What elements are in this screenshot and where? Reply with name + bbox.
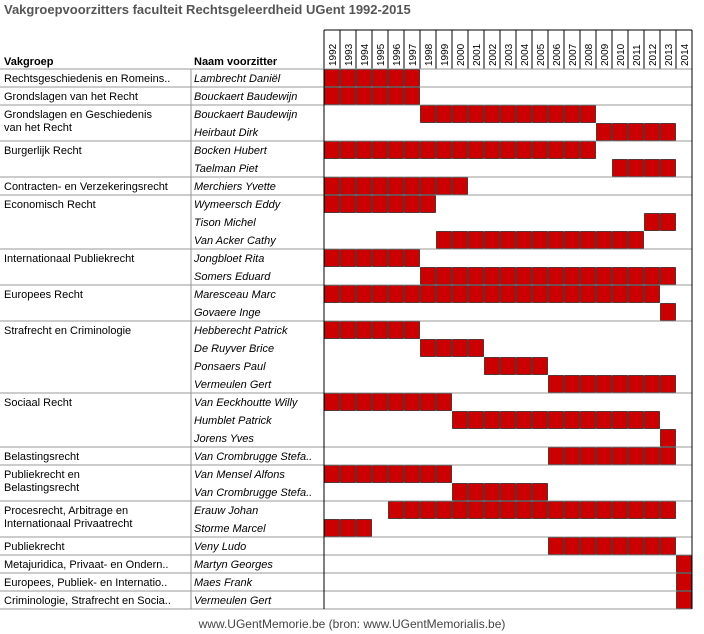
year-cell-1997 — [405, 196, 420, 213]
year-cell-2004 — [517, 268, 532, 285]
year-cell-2000 — [453, 484, 468, 501]
year-cell-1996 — [389, 250, 404, 267]
year-cell-1998 — [421, 142, 436, 159]
year-cell-2008 — [581, 412, 596, 429]
year-cell-1999 — [437, 142, 452, 159]
year-cell-2007 — [565, 502, 580, 519]
year-cell-2007 — [565, 376, 580, 393]
year-cell-2010 — [613, 268, 628, 285]
year-cell-1998 — [421, 106, 436, 123]
year-cell-2012 — [645, 160, 660, 177]
year-cell-1995 — [373, 250, 388, 267]
year-cell-2001 — [469, 340, 484, 357]
year-cell-2013 — [661, 538, 676, 555]
chair-name: Maresceau Marc — [194, 289, 276, 301]
group-name: Metajuridica, Privaat- en Ondern.. — [4, 559, 169, 571]
year-cell-2000 — [453, 178, 468, 195]
year-cell-2002 — [485, 142, 500, 159]
year-cell-2008 — [581, 448, 596, 465]
year-cell-1993 — [341, 70, 356, 87]
year-cell-2013 — [661, 304, 676, 321]
year-cell-2006 — [549, 376, 564, 393]
year-cell-2010 — [613, 412, 628, 429]
chair-name: Humblet Patrick — [194, 415, 272, 427]
chair-name: Van Mensel Alfons — [194, 469, 285, 481]
year-cell-2002 — [485, 412, 500, 429]
year-cell-2000 — [453, 340, 468, 357]
year-cell-2009 — [597, 376, 612, 393]
year-cell-1996 — [389, 322, 404, 339]
year-cell-2008 — [581, 538, 596, 555]
year-cell-1994 — [357, 70, 372, 87]
year-cell-2013 — [661, 160, 676, 177]
year-cell-2006 — [549, 412, 564, 429]
year-cell-2007 — [565, 286, 580, 303]
group-name: Belastingsrecht — [4, 451, 80, 463]
year-cell-1992 — [325, 466, 340, 483]
year-cell-2010 — [613, 124, 628, 141]
year-cell-1999 — [437, 268, 452, 285]
year-cell-2012 — [645, 286, 660, 303]
year-cell-2001 — [469, 232, 484, 249]
chair-name: Storme Marcel — [194, 523, 266, 535]
year-cell-2002 — [485, 268, 500, 285]
year-cell-1996 — [389, 502, 404, 519]
year-cell-1995 — [373, 466, 388, 483]
year-cell-2010 — [613, 538, 628, 555]
year-cell-1994 — [357, 520, 372, 537]
chair-name: Martyn Georges — [194, 559, 273, 571]
year-cell-2009 — [597, 232, 612, 249]
year-label-2014: 2014 — [680, 43, 691, 66]
year-cell-2010 — [613, 286, 628, 303]
year-cell-1992 — [325, 286, 340, 303]
year-cell-2002 — [485, 232, 500, 249]
year-label-2004: 2004 — [520, 43, 531, 66]
year-label-1996: 1996 — [392, 43, 403, 66]
year-cell-2007 — [565, 268, 580, 285]
year-cell-1995 — [373, 142, 388, 159]
chair-name: Heirbaut Dirk — [194, 127, 259, 139]
year-label-1993: 1993 — [344, 43, 355, 66]
year-cell-2008 — [581, 232, 596, 249]
year-cell-2012 — [645, 376, 660, 393]
year-cell-1994 — [357, 250, 372, 267]
year-cell-2001 — [469, 268, 484, 285]
year-cell-1999 — [437, 232, 452, 249]
year-cell-1997 — [405, 250, 420, 267]
year-cell-2006 — [549, 232, 564, 249]
year-cell-2012 — [645, 448, 660, 465]
year-cell-1999 — [437, 466, 452, 483]
year-cell-2014 — [677, 592, 692, 609]
year-cell-2010 — [613, 376, 628, 393]
year-cell-2005 — [533, 412, 548, 429]
year-cell-2010 — [613, 448, 628, 465]
year-cell-2001 — [469, 106, 484, 123]
chair-name: Bouckaert Baudewijn — [194, 109, 298, 121]
year-cell-2005 — [533, 268, 548, 285]
year-cell-2011 — [629, 160, 644, 177]
year-cell-1993 — [341, 88, 356, 105]
year-cell-2002 — [485, 286, 500, 303]
year-cell-2011 — [629, 412, 644, 429]
year-cell-2002 — [485, 106, 500, 123]
year-cell-2001 — [469, 484, 484, 501]
year-cell-1998 — [421, 394, 436, 411]
year-cell-2006 — [549, 142, 564, 159]
chair-name: Erauw Johan — [194, 505, 259, 517]
year-label-1994: 1994 — [360, 43, 371, 66]
chair-name: Tison Michel — [194, 217, 256, 229]
year-cell-2010 — [613, 232, 628, 249]
year-cell-1992 — [325, 70, 340, 87]
chair-name: Veny Ludo — [194, 541, 247, 553]
year-cell-2004 — [517, 106, 532, 123]
year-cell-2012 — [645, 214, 660, 231]
year-cell-2005 — [533, 358, 548, 375]
year-cell-2011 — [629, 538, 644, 555]
year-cell-2013 — [661, 124, 676, 141]
year-cell-2001 — [469, 412, 484, 429]
year-cell-2003 — [501, 232, 516, 249]
year-cell-1995 — [373, 394, 388, 411]
year-cell-2006 — [549, 268, 564, 285]
year-cell-2001 — [469, 286, 484, 303]
year-cell-2008 — [581, 376, 596, 393]
year-cell-2005 — [533, 232, 548, 249]
year-cell-2000 — [453, 268, 468, 285]
year-cell-1996 — [389, 466, 404, 483]
year-cell-2003 — [501, 142, 516, 159]
year-cell-2009 — [597, 286, 612, 303]
year-cell-2012 — [645, 502, 660, 519]
year-cell-2008 — [581, 106, 596, 123]
chair-name: Maes Frank — [194, 577, 253, 589]
year-cell-1999 — [437, 502, 452, 519]
year-cell-2006 — [549, 502, 564, 519]
year-cell-2001 — [469, 142, 484, 159]
year-cell-2008 — [581, 286, 596, 303]
chair-name: Somers Eduard — [194, 271, 271, 283]
year-label-2010: 2010 — [616, 43, 627, 66]
chair-name: Van Acker Cathy — [194, 235, 276, 247]
year-cell-1999 — [437, 394, 452, 411]
year-cell-1992 — [325, 88, 340, 105]
column-header-vakgroep: Vakgroep — [4, 56, 54, 68]
year-cell-1996 — [389, 196, 404, 213]
year-cell-2011 — [629, 376, 644, 393]
chair-name: Van Crombrugge Stefa.. — [194, 487, 313, 499]
year-label-1998: 1998 — [424, 43, 435, 66]
group-name: Europees Recht — [4, 289, 83, 301]
year-cell-2009 — [597, 448, 612, 465]
year-label-1992: 1992 — [328, 43, 339, 66]
year-label-2007: 2007 — [568, 43, 579, 66]
chart-title: Vakgroepvoorzitters faculteit Rechtsgeleerdheid UGent 1992-2015 — [4, 2, 411, 17]
year-cell-2012 — [645, 538, 660, 555]
year-cell-1997 — [405, 322, 420, 339]
year-label-1995: 1995 — [376, 43, 387, 66]
group-name: Internationaal Publiekrecht — [4, 253, 135, 265]
year-cell-2004 — [517, 232, 532, 249]
year-cell-2000 — [453, 106, 468, 123]
chair-name: Vermeulen Gert — [194, 379, 272, 391]
year-cell-1994 — [357, 322, 372, 339]
year-cell-1993 — [341, 286, 356, 303]
chair-name: Taelman Piet — [194, 163, 258, 175]
year-cell-2005 — [533, 142, 548, 159]
group-name: Grondslagen en Geschiedenis van het Recht — [4, 109, 152, 134]
group-name: Publiekrecht en Belastingsrecht — [4, 469, 80, 494]
year-cell-2004 — [517, 286, 532, 303]
year-cell-1992 — [325, 178, 340, 195]
chair-name: Van Crombrugge Stefa.. — [194, 451, 313, 463]
year-cell-1997 — [405, 286, 420, 303]
year-cell-2000 — [453, 502, 468, 519]
year-label-2002: 2002 — [488, 43, 499, 66]
year-cell-2009 — [597, 124, 612, 141]
chair-name: Merchiers Yvette — [194, 181, 276, 193]
year-cell-1996 — [389, 88, 404, 105]
year-cell-2003 — [501, 484, 516, 501]
year-cell-2011 — [629, 286, 644, 303]
year-label-2005: 2005 — [536, 43, 547, 66]
year-cell-2006 — [549, 286, 564, 303]
year-cell-1995 — [373, 88, 388, 105]
year-cell-1999 — [437, 286, 452, 303]
year-cell-1998 — [421, 268, 436, 285]
year-cell-1995 — [373, 196, 388, 213]
year-cell-2013 — [661, 430, 676, 447]
year-cell-2012 — [645, 412, 660, 429]
chair-name: Wymeersch Eddy — [194, 199, 281, 211]
year-cell-1992 — [325, 250, 340, 267]
year-cell-2003 — [501, 286, 516, 303]
year-label-1999: 1999 — [440, 43, 451, 66]
year-cell-2011 — [629, 268, 644, 285]
year-cell-1997 — [405, 88, 420, 105]
year-cell-1997 — [405, 142, 420, 159]
group-name: Europees, Publiek- en Internatio.. — [4, 577, 168, 589]
year-label-2013: 2013 — [664, 43, 675, 66]
year-cell-1993 — [341, 250, 356, 267]
year-cell-1994 — [357, 196, 372, 213]
year-cell-1998 — [421, 340, 436, 357]
year-cell-1994 — [357, 178, 372, 195]
year-cell-2000 — [453, 232, 468, 249]
year-cell-2009 — [597, 268, 612, 285]
year-cell-2008 — [581, 142, 596, 159]
year-cell-2009 — [597, 538, 612, 555]
year-cell-2007 — [565, 106, 580, 123]
year-label-2001: 2001 — [472, 43, 483, 66]
year-cell-2013 — [661, 268, 676, 285]
group-name: Grondslagen van het Recht — [4, 91, 138, 103]
group-name: Burgerlijk Recht — [4, 145, 82, 157]
chair-name: Jongbloet Rita — [194, 253, 265, 265]
year-cell-1996 — [389, 286, 404, 303]
year-cell-1994 — [357, 466, 372, 483]
year-cell-1992 — [325, 394, 340, 411]
year-label-2006: 2006 — [552, 43, 563, 66]
year-cell-2005 — [533, 484, 548, 501]
year-cell-1992 — [325, 142, 340, 159]
year-cell-1994 — [357, 142, 372, 159]
year-cell-2005 — [533, 286, 548, 303]
group-name: Strafrecht en Criminologie — [4, 325, 132, 337]
year-cell-1995 — [373, 322, 388, 339]
year-cell-2000 — [453, 142, 468, 159]
group-name: Sociaal Recht — [4, 397, 72, 409]
year-label-2003: 2003 — [504, 43, 515, 66]
year-cell-2000 — [453, 286, 468, 303]
year-cell-1994 — [357, 286, 372, 303]
year-cell-2006 — [549, 106, 564, 123]
chair-name: Bouckaert Baudewijn — [194, 91, 298, 103]
year-cell-2006 — [549, 538, 564, 555]
year-cell-2014 — [677, 556, 692, 573]
year-cell-1997 — [405, 502, 420, 519]
group-name: Contracten- en Verzekeringsrecht — [4, 181, 168, 193]
year-cell-2000 — [453, 412, 468, 429]
year-cell-1999 — [437, 106, 452, 123]
chair-name: Lambrecht Daniël — [194, 73, 281, 85]
year-cell-2011 — [629, 232, 644, 249]
year-cell-2001 — [469, 502, 484, 519]
year-cell-1995 — [373, 178, 388, 195]
year-cell-1993 — [341, 466, 356, 483]
chair-name: Jorens Yves — [194, 433, 254, 445]
year-cell-2004 — [517, 502, 532, 519]
chair-name: Vermeulen Gert — [194, 595, 272, 607]
year-cell-1997 — [405, 466, 420, 483]
year-cell-1999 — [437, 178, 452, 195]
year-cell-2007 — [565, 412, 580, 429]
year-label-2009: 2009 — [600, 43, 611, 66]
source-footer: www.UGentMemorie.be (bron: www.UGentMemorialis.be) — [198, 617, 506, 631]
year-label-2008: 2008 — [584, 43, 595, 66]
year-cell-1998 — [421, 466, 436, 483]
year-cell-1997 — [405, 178, 420, 195]
year-cell-1993 — [341, 196, 356, 213]
year-cell-2003 — [501, 106, 516, 123]
year-cell-2005 — [533, 106, 548, 123]
year-label-1997: 1997 — [408, 43, 419, 66]
year-cell-2004 — [517, 142, 532, 159]
year-label-2011: 2011 — [632, 44, 643, 66]
year-cell-1998 — [421, 502, 436, 519]
group-name: Economisch Recht — [4, 199, 96, 211]
year-cell-1994 — [357, 394, 372, 411]
chair-name: Govaere Inge — [194, 307, 261, 319]
year-cell-1992 — [325, 322, 340, 339]
year-cell-1997 — [405, 70, 420, 87]
year-cell-2009 — [597, 412, 612, 429]
year-cell-2007 — [565, 142, 580, 159]
year-label-2000: 2000 — [456, 43, 467, 66]
year-cell-1994 — [357, 88, 372, 105]
year-cell-2005 — [533, 502, 548, 519]
year-cell-1993 — [341, 322, 356, 339]
year-cell-2007 — [565, 232, 580, 249]
year-cell-2004 — [517, 358, 532, 375]
year-cell-2010 — [613, 160, 628, 177]
year-cell-1993 — [341, 394, 356, 411]
year-cell-2002 — [485, 484, 500, 501]
year-cell-1998 — [421, 196, 436, 213]
year-cell-1993 — [341, 178, 356, 195]
year-cell-2007 — [565, 538, 580, 555]
year-cell-1998 — [421, 286, 436, 303]
year-cell-2003 — [501, 502, 516, 519]
year-cell-2009 — [597, 502, 612, 519]
year-cell-1996 — [389, 142, 404, 159]
year-cell-2012 — [645, 124, 660, 141]
chair-name: Bocken Hubert — [194, 145, 267, 157]
year-cell-1993 — [341, 520, 356, 537]
year-cell-1992 — [325, 196, 340, 213]
year-label-2012: 2012 — [648, 43, 659, 66]
year-cell-2002 — [485, 358, 500, 375]
chair-name: Hebberecht Patrick — [194, 325, 288, 337]
year-cell-1993 — [341, 142, 356, 159]
group-name: Rechtsgeschiedenis en Romeins.. — [4, 73, 171, 85]
year-cell-2011 — [629, 448, 644, 465]
chair-name: De Ruyver Brice — [194, 343, 275, 355]
year-cell-2011 — [629, 124, 644, 141]
chair-name: Van Eeckhoutte Willy — [194, 397, 298, 409]
column-header-voorzitter: Naam voorzitter — [194, 56, 278, 68]
group-name: Criminologie, Strafrecht en Socia.. — [4, 595, 171, 607]
year-cell-2013 — [661, 214, 676, 231]
year-cell-1999 — [437, 340, 452, 357]
year-cell-1996 — [389, 70, 404, 87]
year-cell-1996 — [389, 394, 404, 411]
year-cell-2010 — [613, 502, 628, 519]
year-cell-1996 — [389, 178, 404, 195]
year-cell-2011 — [629, 502, 644, 519]
year-cell-2003 — [501, 358, 516, 375]
year-cell-2004 — [517, 484, 532, 501]
year-cell-2004 — [517, 412, 532, 429]
year-cell-2008 — [581, 268, 596, 285]
year-cell-1995 — [373, 70, 388, 87]
year-cell-1998 — [421, 178, 436, 195]
year-cell-2007 — [565, 448, 580, 465]
year-cell-2013 — [661, 502, 676, 519]
year-cell-2014 — [677, 574, 692, 591]
year-cell-1995 — [373, 286, 388, 303]
year-cell-2008 — [581, 502, 596, 519]
chair-name: Ponsaers Paul — [194, 361, 266, 373]
group-name: Procesrecht, Arbitrage en Internationaal Privaatrecht — [4, 505, 133, 530]
year-cell-1997 — [405, 394, 420, 411]
year-cell-2012 — [645, 268, 660, 285]
year-cell-2013 — [661, 448, 676, 465]
year-cell-1992 — [325, 520, 340, 537]
year-cell-2013 — [661, 376, 676, 393]
year-cell-2006 — [549, 448, 564, 465]
year-cell-2002 — [485, 502, 500, 519]
year-cell-2003 — [501, 412, 516, 429]
year-cell-2003 — [501, 268, 516, 285]
group-name: Publiekrecht — [4, 541, 65, 553]
